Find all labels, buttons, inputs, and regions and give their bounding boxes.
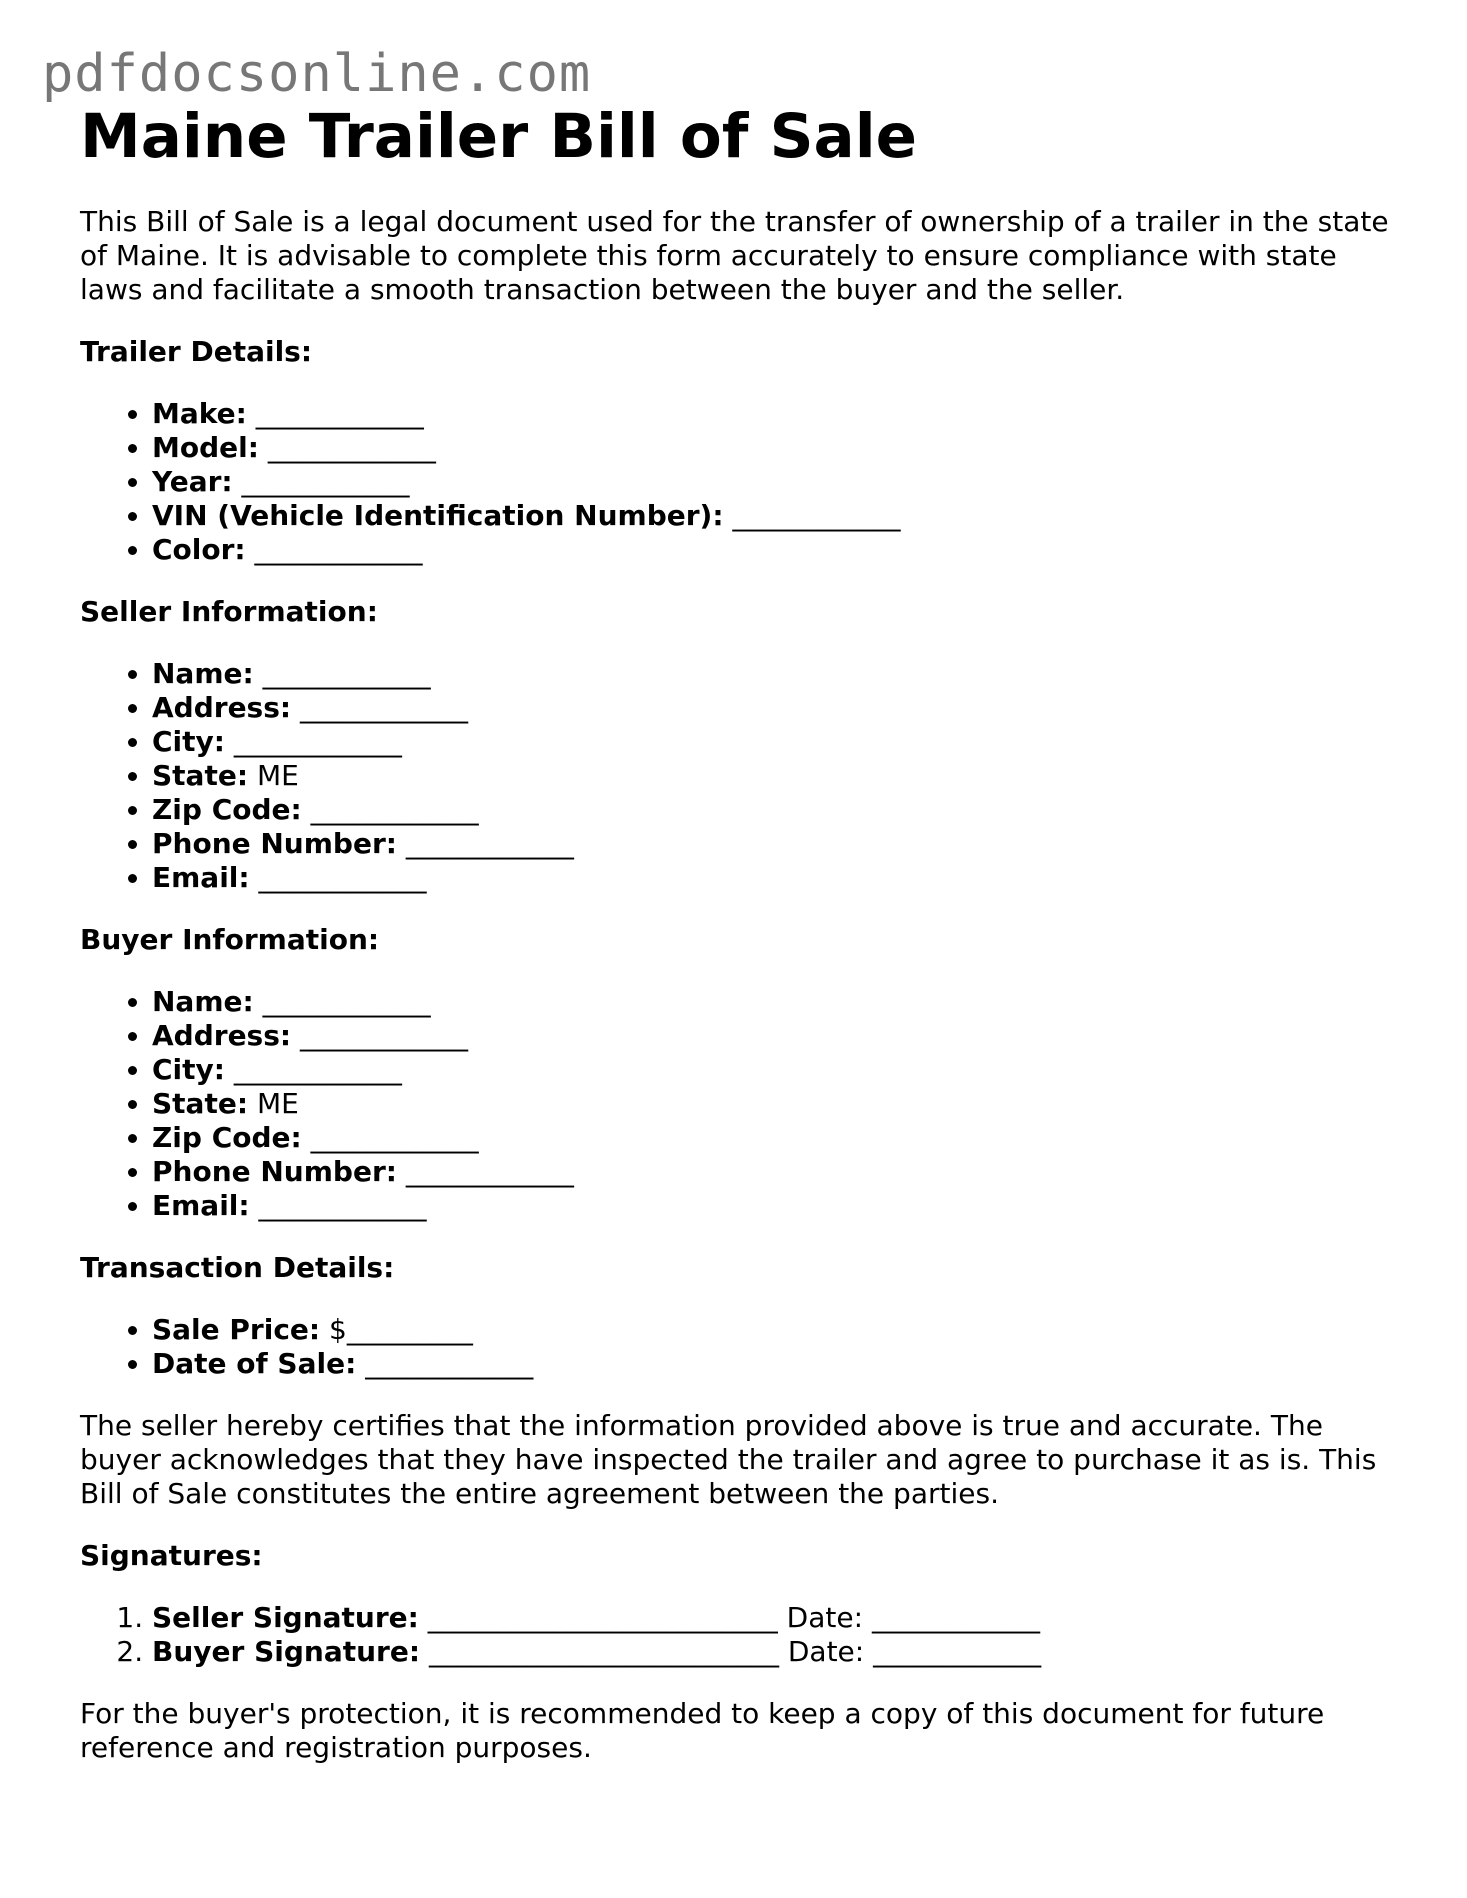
buyer-phone-item: [152, 1155, 1400, 1189]
date-label: Date:: [787, 1635, 865, 1669]
field-blank: ____________: [310, 793, 479, 827]
field-blank: ____________: [233, 1053, 402, 1087]
field-blank: ____________: [254, 533, 423, 567]
field-label: Address:: [152, 1019, 292, 1053]
buyer-name-item: [152, 985, 1400, 1019]
field-label: Name:: [152, 657, 254, 691]
field-value: ME: [256, 1087, 299, 1121]
buyer-address-item: [152, 1019, 1400, 1053]
sale-price-item: [152, 1313, 1400, 1347]
trailer-color-item: [152, 533, 1400, 567]
date-blank: ____________: [873, 1635, 1042, 1669]
trailer-details-heading: Trailer Details:: [80, 335, 313, 369]
field-blank: ____________: [300, 1019, 468, 1053]
field-value: ME: [256, 759, 299, 793]
field-label: Seller Signature:: [152, 1601, 419, 1635]
field-label: State:: [152, 759, 249, 793]
buyer-email-item: [152, 1189, 1400, 1223]
seller-state-item: [152, 759, 1400, 793]
seller-email-item: [152, 861, 1400, 895]
seller-zip-item: [152, 793, 1400, 827]
field-label: Phone Number:: [152, 1155, 397, 1189]
transaction-details-list: [80, 1313, 1400, 1381]
field-blank: ____________: [405, 827, 574, 861]
date-label: Date:: [786, 1601, 864, 1635]
buyer-information-heading: Buyer Information:: [80, 923, 380, 957]
trailer-vin-item: [152, 499, 1400, 533]
buyer-state-item: [152, 1087, 1400, 1121]
field-label: Address:: [152, 691, 292, 725]
seller-information-list: [80, 657, 1400, 895]
date-of-sale-item: [152, 1347, 1400, 1381]
field-blank: ____________: [262, 985, 431, 1019]
seller-information-heading: Seller Information:: [80, 595, 378, 629]
field-label: Model:: [152, 431, 259, 465]
signatures-heading: Signatures:: [80, 1539, 263, 1573]
field-label: State:: [152, 1087, 249, 1121]
field-blank: ____________: [732, 499, 901, 533]
certification-paragraph: The seller hereby certifies that the information provided above is true and accurate. The buyer acknowledges that they have inspected the trailer and agree to purchase it as is. This Bill of Sale constitutes the entire agreement between the parties.: [80, 1409, 1377, 1511]
field-label: Color:: [152, 533, 246, 567]
buyer-information-list: [80, 985, 1400, 1223]
field-label: Name:: [152, 985, 254, 1019]
field-blank: ____________: [262, 657, 431, 691]
buyer-signature-item: [152, 1635, 1400, 1669]
document-title: Maine Trailer Bill of Sale: [80, 101, 917, 172]
field-blank: ____________: [310, 1121, 479, 1155]
watermark: pdfdocsonline.com: [42, 44, 592, 104]
field-label: Email:: [152, 861, 250, 895]
signature-line: _________________________: [428, 1635, 779, 1669]
field-blank: ____________: [258, 1189, 427, 1223]
field-label: Date of Sale:: [152, 1347, 357, 1381]
seller-city-item: [152, 725, 1400, 759]
field-blank: ____________: [233, 725, 402, 759]
seller-phone-item: [152, 827, 1400, 861]
field-label: City:: [152, 1053, 225, 1087]
field-label: Email:: [152, 1189, 250, 1223]
seller-name-item: [152, 657, 1400, 691]
field-label: Zip Code:: [152, 793, 302, 827]
seller-signature-item: [152, 1601, 1400, 1635]
seller-address-item: [152, 691, 1400, 725]
buyer-city-item: [152, 1053, 1400, 1087]
document-page: [80, 100, 1400, 1765]
field-label: Year:: [152, 465, 233, 499]
trailer-make-item: [152, 397, 1400, 431]
trailer-model-item: [152, 431, 1400, 465]
field-blank: ____________: [300, 691, 468, 725]
field-label: Buyer Signature:: [152, 1635, 421, 1669]
field-label: Phone Number:: [152, 827, 397, 861]
field-blank: ____________: [405, 1155, 574, 1189]
signature-line: _________________________: [427, 1601, 778, 1635]
closing-paragraph: For the buyer's protection, it is recommended to keep a copy of this document for future reference and registration purposes.: [80, 1697, 1325, 1765]
field-label: Zip Code:: [152, 1121, 302, 1155]
transaction-details-heading: Transaction Details:: [80, 1251, 395, 1285]
field-blank: ____________: [365, 1347, 534, 1381]
field-blank: ____________: [241, 465, 410, 499]
intro-paragraph: This Bill of Sale is a legal document used for the transfer of ownership of a trailer in the state of Maine. It is advisable to complete this form accurately to ensure compliance with state laws and facilitate a smooth transaction between the buyer and the seller.: [80, 205, 1389, 307]
field-blank: ____________: [267, 431, 436, 465]
date-blank: ____________: [871, 1601, 1040, 1635]
field-label: VIN (Vehicle Identification Number):: [152, 499, 724, 533]
trailer-year-item: [152, 465, 1400, 499]
trailer-details-list: [80, 397, 1400, 567]
field-blank: ____________: [255, 397, 424, 431]
field-label: City:: [152, 725, 225, 759]
field-label: Sale Price:: [152, 1313, 321, 1347]
field-label: Make:: [152, 397, 247, 431]
signatures-list: [80, 1601, 1400, 1669]
field-blank: $_________: [329, 1313, 473, 1347]
field-blank: ____________: [258, 861, 427, 895]
buyer-zip-item: [152, 1121, 1400, 1155]
